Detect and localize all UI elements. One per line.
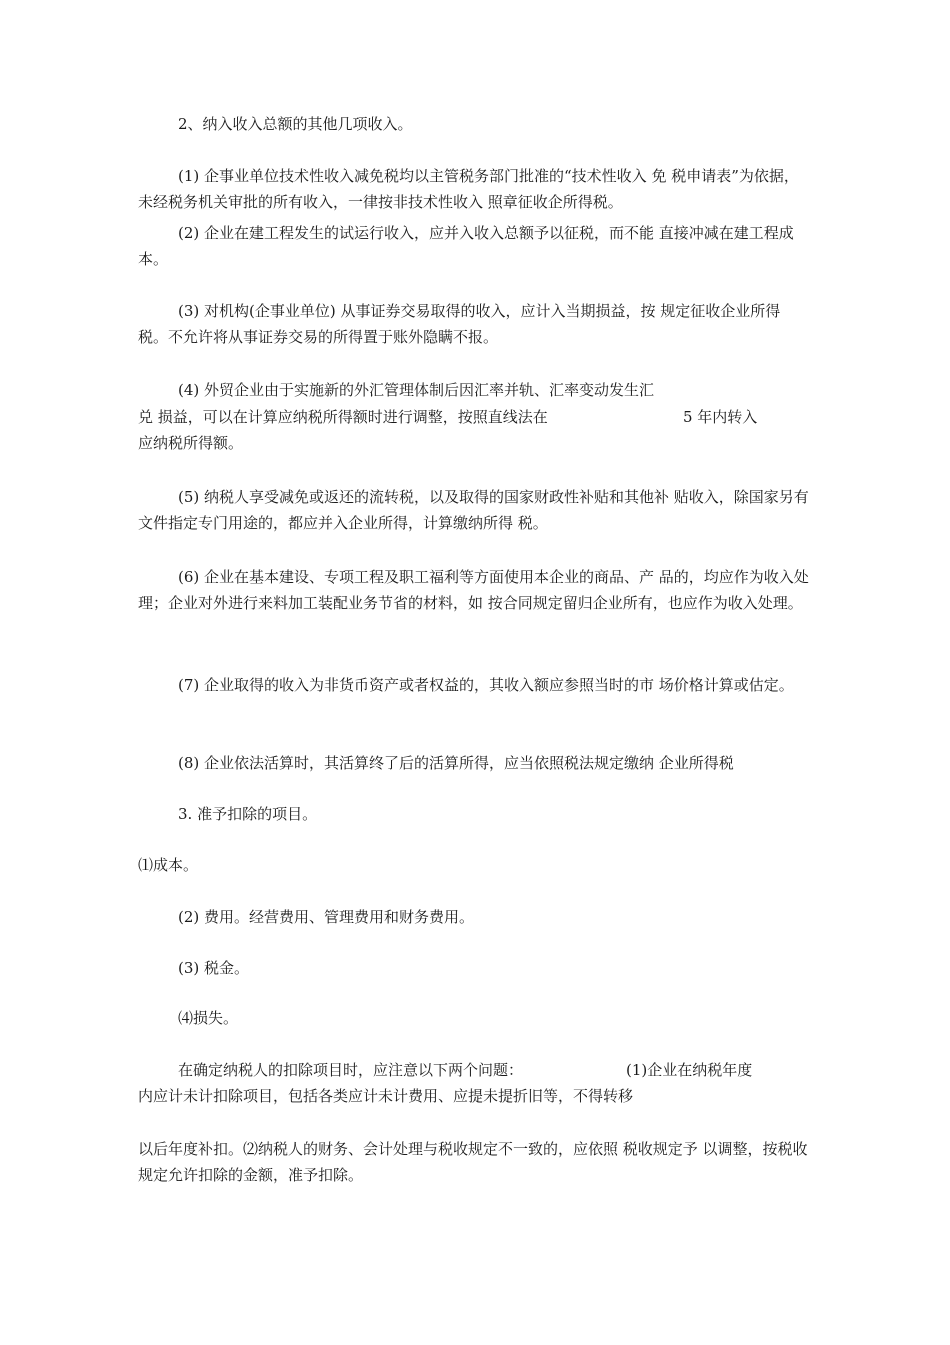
item2-paragraph: (2) 企业在建工程发生的试运行收入，应并入收入总额予以征税，而不能 直接冲减在建工程成本。	[138, 224, 794, 268]
note-line1b: (1)企业在纳税年度	[626, 1061, 753, 1079]
item4-line1: (4) 外贸企业由于实施新的外汇管理体制后因汇率并轨、汇率变动发生汇	[178, 381, 655, 399]
item8-paragraph: (8) 企业依法活算时，其活算终了后的活算所得，应当依照税法规定缴纳 企业所得税	[178, 754, 734, 772]
deduct-cost: ⑴成本。	[138, 856, 199, 874]
section2-heading: 2、纳入收入总额的其他几项收入。	[178, 115, 413, 133]
item1-paragraph: (1) 企事业单位技术性收入减免税均以主管税务部门批准的“技术性收入 免 税申请表”为依据，未经税务机关审批的所有收入，一律按非技术性收入 照章征收企所得税。	[138, 167, 799, 211]
note-paragraph2: 以后年度补扣。⑵纳税人的财务、会计处理与税收规定不一致的，应依照 税收规定予 以调整，按税收规定允许扣除的金额，准予扣除。	[138, 1140, 808, 1184]
item3-paragraph: (3) 对机构(企事业单位) 从事证券交易取得的收入，应计入当期损益，按 规定征收企业所得税。不允许将从事证券交易的所得置于账外隐瞒不报。	[138, 302, 781, 346]
item6-paragraph: (6) 企业在基本建设、专项工程及职工福利等方面使用本企业的商品、产 品的，均应作为收入处理；企业对外进行来料加工装配业务节省的材料，如 按合同规定留归企业所有，也应作为收入处理。	[138, 568, 809, 612]
deduct-expenses: (2) 费用。经营费用、管理费用和财务费用。	[178, 908, 475, 926]
item7-paragraph: (7) 企业取得的收入为非货币资产或者权益的，其收入额应参照当时的市 场价格计算或估定。	[178, 676, 794, 694]
section3-heading: 3. 准予扣除的项目。	[178, 805, 318, 823]
note-line1a: 在确定纳税人的扣除项目时，应注意以下两个问题：	[178, 1061, 524, 1079]
item4-line2a: 兑 损益，可以在计算应纳税所得额时进行调整，按照直线法在	[138, 408, 548, 426]
note-line2: 内应计未计扣除项目，包括各类应计未计费用、应提未提折旧等，不得转移	[138, 1087, 634, 1105]
item4-line3: 应纳税所得额。	[138, 434, 244, 452]
item4-line2b: 5 年内转入	[683, 408, 758, 426]
item5-paragraph: (5) 纳税人享受减免或返还的流转税，以及取得的国家财政性补贴和其他补 贴收入，除国家另有文件指定专门用途的，都应并入企业所得，计算缴纳所得 税。	[138, 488, 809, 532]
deduct-losses: ⑷损失。	[178, 1009, 239, 1027]
deduct-taxes: (3) 税金。	[178, 959, 250, 977]
